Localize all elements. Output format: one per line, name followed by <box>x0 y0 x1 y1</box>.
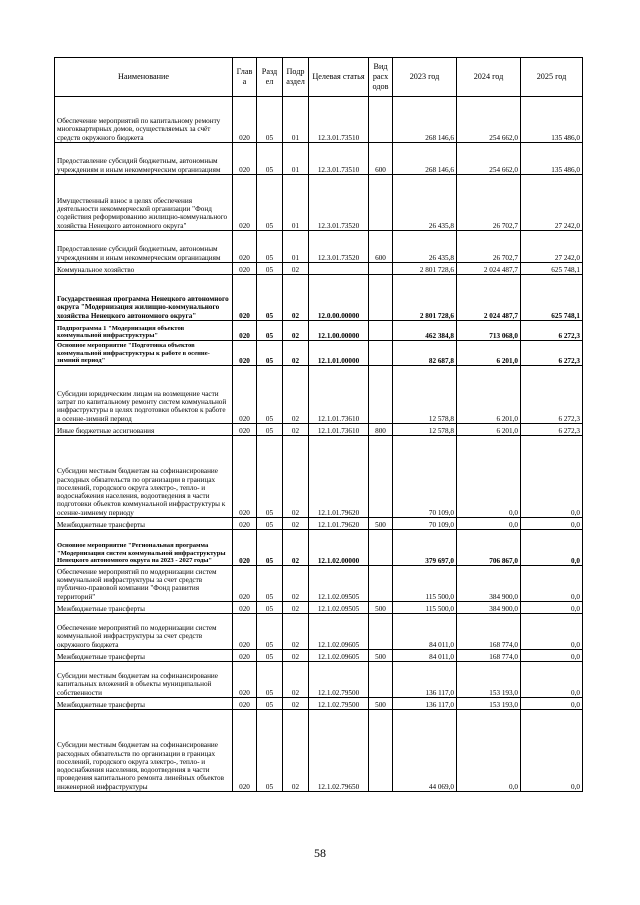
row-podrazdel: 02 <box>283 263 309 275</box>
row-podrazdel: 01 <box>283 175 309 231</box>
row-glava: 020 <box>233 341 257 366</box>
row-razdel: 05 <box>257 424 283 436</box>
row-2024: 2 024 487,7 <box>457 263 521 275</box>
row-podrazdel: 02 <box>283 602 309 614</box>
row-name: Межбюджетные трансферты <box>55 698 233 710</box>
table-row <box>55 263 583 275</box>
row-2025: 0,0 <box>521 566 583 602</box>
row-target: 12.3.01.73510 <box>309 143 369 175</box>
row-podrazdel: 02 <box>283 662 309 698</box>
row-glava: 020 <box>233 602 257 614</box>
row-razdel: 05 <box>257 263 283 275</box>
row-2023: 115 500,0 <box>393 602 457 614</box>
row-glava: 020 <box>233 518 257 530</box>
row-podrazdel: 02 <box>283 566 309 602</box>
row-name: Субсидии местным бюджетам на софинансирование расходных обязательств по организации в границах поселений, городского округа электро-, тепло- и водоснабжения населения, водоотведения в части проведения капитального ремонта линейных объектов инженерной инфраструктуры <box>55 710 233 792</box>
row-2024: 254 662,0 <box>457 143 521 175</box>
row-2025: 0,0 <box>521 614 583 650</box>
table-row <box>55 518 583 530</box>
row-2024: 0,0 <box>457 518 521 530</box>
row-target: 12.1.02.09505 <box>309 566 369 602</box>
row-podrazdel: 02 <box>283 710 309 792</box>
page-number: 58 <box>314 846 326 860</box>
row-vid: 500 <box>369 602 393 614</box>
table-row <box>55 530 583 566</box>
row-target: 12.1.00.00000 <box>309 321 369 341</box>
row-vid <box>369 321 393 341</box>
table-row <box>55 321 583 341</box>
row-name: Государственная программа Ненецкого автономного округа "Модернизация жилищно-коммунального хозяйства Ненецкого автономного округа" <box>55 275 233 321</box>
row-2024: 153 193,0 <box>457 662 521 698</box>
row-2023: 26 435,8 <box>393 175 457 231</box>
table-row <box>55 602 583 614</box>
row-name: Иные бюджетные ассигнования <box>55 424 233 436</box>
row-2025: 6 272,3 <box>521 424 583 436</box>
header-2023: 2023 год <box>393 58 457 97</box>
row-podrazdel: 02 <box>283 424 309 436</box>
row-razdel: 05 <box>257 275 283 321</box>
row-2025: 0,0 <box>521 518 583 530</box>
row-2024: 706 867,0 <box>457 530 521 566</box>
row-2023: 84 011,0 <box>393 614 457 650</box>
row-2025: 6 272,3 <box>521 366 583 424</box>
row-name: Межбюджетные трансферты <box>55 602 233 614</box>
row-name: Межбюджетные трансферты <box>55 650 233 662</box>
row-2025: 135 486,0 <box>521 143 583 175</box>
row-2024: 384 900,0 <box>457 602 521 614</box>
row-target: 12.1.02.79500 <box>309 698 369 710</box>
row-razdel: 05 <box>257 662 283 698</box>
row-2024: 0,0 <box>457 436 521 518</box>
row-target: 12.1.01.73610 <box>309 366 369 424</box>
row-2024: 384 900,0 <box>457 566 521 602</box>
row-name: Субсидии местным бюджетам на софинансирование расходных обязательств по организации в границах поселений, городского округа электро-, тепло- и водоснабжения населения, водоотведения в части подготовки объектов коммунальной инфраструктуры к осенне-зимнему периоду <box>55 436 233 518</box>
row-glava: 020 <box>233 662 257 698</box>
row-target: 12.1.01.00000 <box>309 341 369 366</box>
table-row <box>55 650 583 662</box>
table-row <box>55 97 583 143</box>
row-glava: 020 <box>233 275 257 321</box>
row-vid <box>369 662 393 698</box>
row-2025: 0,0 <box>521 710 583 792</box>
row-target: 12.1.02.79500 <box>309 662 369 698</box>
table-row <box>55 566 583 602</box>
row-podrazdel: 01 <box>283 231 309 263</box>
row-glava: 020 <box>233 143 257 175</box>
row-razdel: 05 <box>257 650 283 662</box>
row-vid <box>369 275 393 321</box>
table-row <box>55 710 583 792</box>
row-glava: 020 <box>233 424 257 436</box>
row-glava: 020 <box>233 97 257 143</box>
row-name: Субсидии юридическим лицам на возмещение части затрат по капитальному ремонту систем коммунальной инфраструктуры в целях подготовки объектов к работе в осенне-зимний период <box>55 366 233 424</box>
header-target: Целевая статья <box>309 58 369 97</box>
row-target: 12.3.01.73520 <box>309 231 369 263</box>
row-glava: 020 <box>233 698 257 710</box>
row-glava: 020 <box>233 366 257 424</box>
row-vid <box>369 263 393 275</box>
row-name: Основное мероприятие "Подготовка объектов коммунальной инфраструктуры к работе в осенне-зимний период" <box>55 341 233 366</box>
row-2023: 136 117,0 <box>393 698 457 710</box>
row-glava: 020 <box>233 614 257 650</box>
row-2023: 82 687,8 <box>393 341 457 366</box>
row-vid: 800 <box>369 424 393 436</box>
row-razdel: 05 <box>257 436 283 518</box>
row-2025: 0,0 <box>521 602 583 614</box>
row-2023: 115 500,0 <box>393 566 457 602</box>
row-2025: 0,0 <box>521 436 583 518</box>
row-2023: 84 011,0 <box>393 650 457 662</box>
row-2023: 379 697,0 <box>393 530 457 566</box>
row-2025: 0,0 <box>521 662 583 698</box>
row-vid: 600 <box>369 231 393 263</box>
row-razdel: 05 <box>257 614 283 650</box>
header-razdel: Разд ел <box>257 58 283 97</box>
row-target: 12.1.02.00000 <box>309 530 369 566</box>
row-2023: 462 384,8 <box>393 321 457 341</box>
row-2025: 625 748,1 <box>521 275 583 321</box>
header-2025: 2025 год <box>521 58 583 97</box>
table-row <box>55 436 583 518</box>
table-row <box>55 424 583 436</box>
row-target: 12.1.02.09605 <box>309 650 369 662</box>
budget-table <box>54 57 583 792</box>
row-podrazdel: 02 <box>283 518 309 530</box>
row-podrazdel: 01 <box>283 97 309 143</box>
row-2023: 268 146,6 <box>393 143 457 175</box>
row-name: Основное мероприятие "Региональная программа "Модернизация систем коммунальной инфраструктуры Ненецкого автономного округа на 2023 - 2027 годы" <box>55 530 233 566</box>
row-razdel: 05 <box>257 518 283 530</box>
row-target: 12.1.01.73610 <box>309 424 369 436</box>
row-vid <box>369 566 393 602</box>
row-vid <box>369 436 393 518</box>
row-name: Предоставление субсидий бюджетным, автономным учреждениям и иным некоммерческим организациям <box>55 231 233 263</box>
row-2023: 12 578,8 <box>393 424 457 436</box>
row-target: 12.1.02.09505 <box>309 602 369 614</box>
row-vid <box>369 530 393 566</box>
table-row <box>55 175 583 231</box>
row-glava: 020 <box>233 710 257 792</box>
row-podrazdel: 02 <box>283 366 309 424</box>
row-2024: 254 662,0 <box>457 97 521 143</box>
row-razdel: 05 <box>257 566 283 602</box>
row-2023: 26 435,8 <box>393 231 457 263</box>
row-razdel: 05 <box>257 231 283 263</box>
row-glava: 020 <box>233 566 257 602</box>
header-vid: Вид расх одов <box>369 58 393 97</box>
row-2025: 6 272,3 <box>521 341 583 366</box>
row-glava: 020 <box>233 436 257 518</box>
row-vid <box>369 710 393 792</box>
row-podrazdel: 02 <box>283 698 309 710</box>
row-razdel: 05 <box>257 321 283 341</box>
row-target: 12.3.01.73520 <box>309 175 369 231</box>
table-row <box>55 366 583 424</box>
row-2025: 27 242,0 <box>521 231 583 263</box>
row-2024: 6 201,0 <box>457 341 521 366</box>
row-name: Субсидии местным бюджетам на софинансирование капитальных вложений в объекты муниципальной собственности <box>55 662 233 698</box>
table-row <box>55 275 583 321</box>
row-vid: 500 <box>369 698 393 710</box>
row-name: Подпрограмма 1 "Модернизация объектов коммунальной инфраструктуры" <box>55 321 233 341</box>
table-row <box>55 614 583 650</box>
row-target: 12.1.02.09605 <box>309 614 369 650</box>
row-name: Межбюджетные трансферты <box>55 518 233 530</box>
row-vid <box>369 614 393 650</box>
row-2023: 2 801 728,6 <box>393 275 457 321</box>
row-2024: 6 201,0 <box>457 424 521 436</box>
row-2023: 268 146,6 <box>393 97 457 143</box>
row-2023: 12 578,8 <box>393 366 457 424</box>
table-row <box>55 231 583 263</box>
row-2024: 2 024 487,7 <box>457 275 521 321</box>
row-podrazdel: 01 <box>283 143 309 175</box>
row-podrazdel: 02 <box>283 614 309 650</box>
row-vid <box>369 175 393 231</box>
row-razdel: 05 <box>257 143 283 175</box>
row-vid: 500 <box>369 650 393 662</box>
row-2025: 135 486,0 <box>521 97 583 143</box>
row-2023: 70 109,0 <box>393 436 457 518</box>
row-podrazdel: 02 <box>283 650 309 662</box>
row-razdel: 05 <box>257 366 283 424</box>
row-glava: 020 <box>233 263 257 275</box>
row-razdel: 05 <box>257 97 283 143</box>
row-target: 12.3.01.73510 <box>309 97 369 143</box>
row-target <box>309 263 369 275</box>
row-target: 12.1.01.79620 <box>309 518 369 530</box>
row-2025: 0,0 <box>521 530 583 566</box>
row-target: 12.1.02.79650 <box>309 710 369 792</box>
header-name: Наименование <box>55 58 233 97</box>
table-row <box>55 662 583 698</box>
row-glava: 020 <box>233 321 257 341</box>
row-razdel: 05 <box>257 530 283 566</box>
row-glava: 020 <box>233 175 257 231</box>
row-name: Обеспечение мероприятий по капитальному ремонту многоквартирных домов, осуществляемых за счёт средств окружного бюджета <box>55 97 233 143</box>
row-2024: 26 702,7 <box>457 231 521 263</box>
row-2025: 0,0 <box>521 698 583 710</box>
row-podrazdel: 02 <box>283 436 309 518</box>
row-2025: 0,0 <box>521 650 583 662</box>
row-razdel: 05 <box>257 698 283 710</box>
table-row <box>55 698 583 710</box>
row-2024: 26 702,7 <box>457 175 521 231</box>
row-razdel: 05 <box>257 602 283 614</box>
header-glava: Глав а <box>233 58 257 97</box>
table-row <box>55 341 583 366</box>
row-razdel: 05 <box>257 175 283 231</box>
row-name: Имущественный взнос в целях обеспечения деятельности некоммерческой организации "Фонд содействия реформированию жилищно-коммунального хозяйства Ненецкого автономного округа" <box>55 175 233 231</box>
table-header-row <box>55 58 583 97</box>
header-podrazdel: Подр аздел <box>283 58 309 97</box>
row-name: Предоставление субсидий бюджетным, автономным учреждениям и иным некоммерческим организациям <box>55 143 233 175</box>
row-glava: 020 <box>233 231 257 263</box>
row-name: Обеспечение мероприятий по модернизации систем коммунальной инфраструктуры за счет средств окружного бюджета <box>55 614 233 650</box>
row-vid: 500 <box>369 518 393 530</box>
row-2023: 70 109,0 <box>393 518 457 530</box>
row-name: Коммунальное хозяйство <box>55 263 233 275</box>
table-row <box>55 143 583 175</box>
row-2024: 168 774,0 <box>457 650 521 662</box>
row-2025: 625 748,1 <box>521 263 583 275</box>
row-2023: 136 117,0 <box>393 662 457 698</box>
row-2024: 0,0 <box>457 710 521 792</box>
row-podrazdel: 02 <box>283 321 309 341</box>
row-2024: 6 201,0 <box>457 366 521 424</box>
row-name: Обеспечение мероприятий по модернизации систем коммунальной инфраструктуры за счет средств публично-правовой компании "Фонд развития территорий" <box>55 566 233 602</box>
row-podrazdel: 02 <box>283 341 309 366</box>
row-2025: 6 272,3 <box>521 321 583 341</box>
row-vid <box>369 341 393 366</box>
row-2024: 713 068,0 <box>457 321 521 341</box>
row-target: 12.0.00.00000 <box>309 275 369 321</box>
row-target: 12.1.01.79620 <box>309 436 369 518</box>
row-razdel: 05 <box>257 341 283 366</box>
row-glava: 020 <box>233 530 257 566</box>
row-vid <box>369 366 393 424</box>
row-vid: 600 <box>369 143 393 175</box>
row-2024: 168 774,0 <box>457 614 521 650</box>
row-2023: 2 801 728,6 <box>393 263 457 275</box>
row-2024: 153 193,0 <box>457 698 521 710</box>
row-podrazdel: 02 <box>283 530 309 566</box>
row-podrazdel: 02 <box>283 275 309 321</box>
header-2024: 2024 год <box>457 58 521 97</box>
row-razdel: 05 <box>257 710 283 792</box>
row-2025: 27 242,0 <box>521 175 583 231</box>
row-vid <box>369 97 393 143</box>
row-2023: 44 069,0 <box>393 710 457 792</box>
row-glava: 020 <box>233 650 257 662</box>
